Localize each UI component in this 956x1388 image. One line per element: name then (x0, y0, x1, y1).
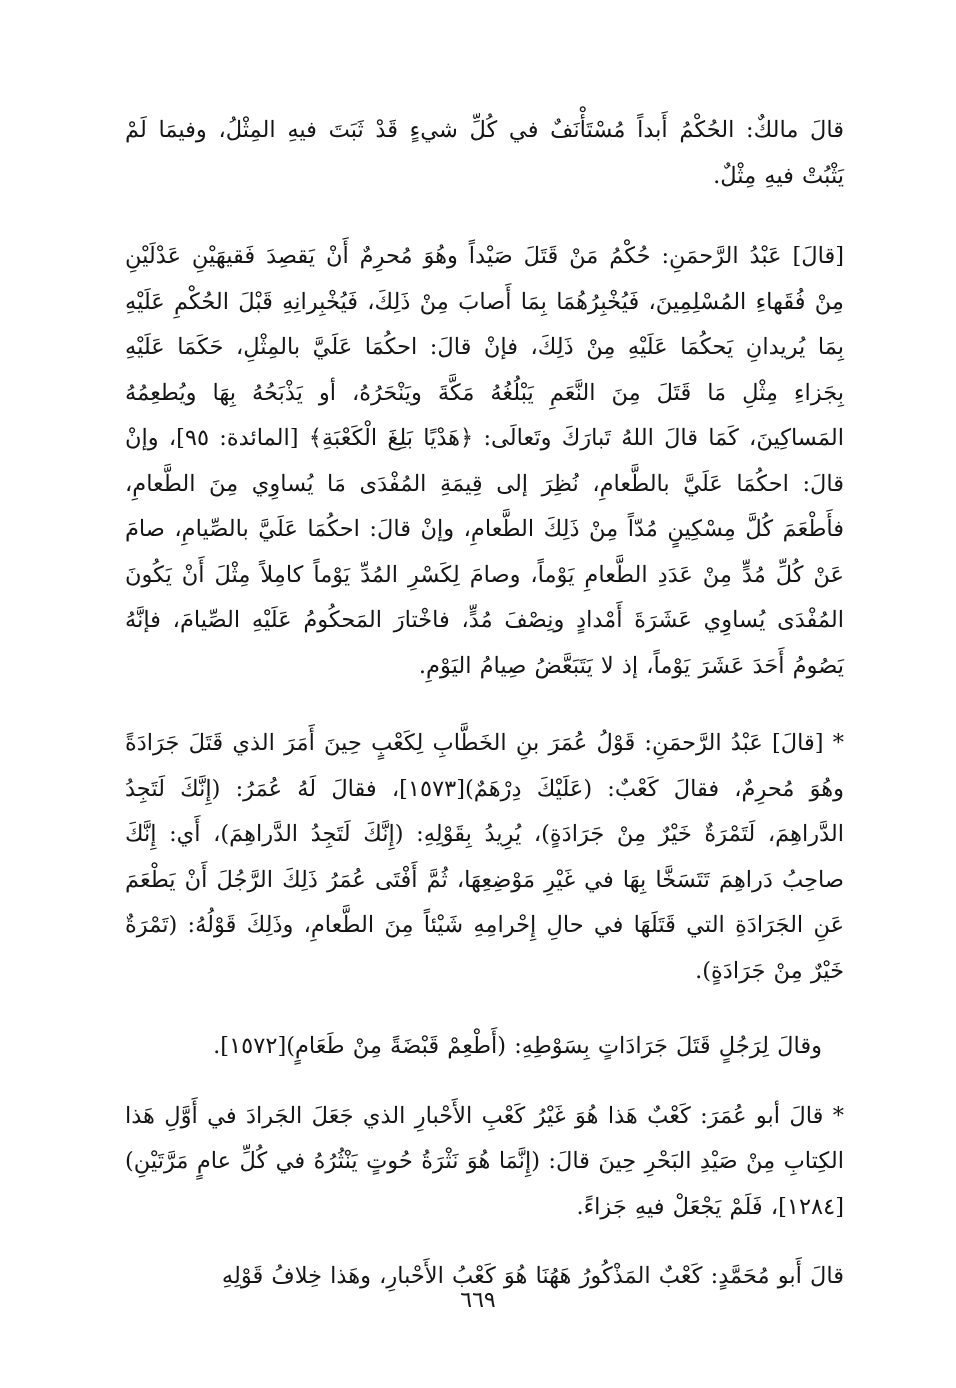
paragraph-umar-kab: * [قالَ] عَبْدُ الرَّحمَنِ: قَوْلُ عُمَرَ بنِ الخَطَّابِ لِكَعْبٍ حِينَ أَمَرَ الذي قَتَلَ جَرَادَةً وهُوَ مُحرِمٌ، فقالَ كَعْبٌ: (عَلَيْكَ دِرْهَمٌ)[١٥٧٣]، فقالَ لَهُ عُمَرُ: (إِنَّكَ لَتَجِدُ الدَّراهِمَ، لَتَمْرَةٌ خَيْرٌ مِنْ جَرَادَةٍ)، يُرِيدُ بِقَوْلِهِ: (إِنَّكَ لَتَجِدُ الدَّراهِمَ)، أَي: إِنَّكَ صاحِبُ دَراهِمَ تَتَسَخَّا بِهَا في غَيْرِ مَوْضِعِهَا، ثُمَّ أَفْتَى عُمَرُ ذَلِكَ الرَّجُلَ أَنْ يَطْعَمَ عَنِ الجَرَادَةِ التي قَتَلَهَا في حالِ إِحْرامِهِ شَيْئاً مِنَ الطَّعامِ، وذَلِكَ قَوْلُهُ: (تَمْرَةٌ خَيْرٌ مِنْ جَرَادَةٍ). (125, 730, 844, 984)
paragraph-abdurrahman-ruling: [قالَ] عَبْدُ الرَّحمَنِ: حُكْمُ مَنْ قَتَلَ صَيْداً وهُوَ مُحرِمٌ أَنْ يَقصِدَ فَقيهَيْنِ عَدْلَيْنِ مِنْ فُقَهاءِ المُسْلِمِينَ، فَيُخْبِرُهُمَا بِمَا أَصابَ مِنْ ذَلِكَ، فَيُخْبِرانِهِ قَبْلَ الحُكْمِ عَلَيْهِ بِمَا يُريدانِ يَحكُمَا عَلَيْهِ مِنْ ذَلِكَ، فإنْ قالَ: احكُمَا عَلَيَّ بالمِثْلِ، حَكَمَا عَلَيْهِ بِجَزاءِ مِثْلِ مَا قَتَلَ مِنَ النَّعَمِ يَبْلُغُهُ مَكَّةَ ويَنْحَرُهُ، أو يَذْبَحُهُ بِهَا ويُطعِمُهُ المَساكِينَ، كَمَا قالَ اللهُ تَبارَكَ وتَعالَى: ﴿هَدْيًا بَلِغَ الْكَعْبَةِ﴾ [المائدة: ٩٥]، وإنْ قالَ: احكُمَا عَلَيَّ بالطَّعامِ، نُظِرَ إلى قِيمَةِ المُفْدَى مَا يُساوِي مِنَ الطَّعامِ، فأَطْعَمَ كُلَّ مِسْكِينٍ مُدّاً مِنْ ذَلِكَ الطَّعامِ، وإنْ قالَ: احكُمَا عَلَيَّ بالصِّيامِ، صامَ عَنْ كُلِّ مُدٍّ مِنْ عَدَدِ الطَّعامِ يَوْماً، وصامَ لِكَسْرِ المُدِّ يَوْماً كامِلاً مِثْلَ أَنْ يَكُونَ المُفْدَى يُساوِي عَشَرَةَ أَمْدادٍ ونِصْفَ مُدٍّ، فاخْتارَ المَحكُومُ عَلَيْهِ الصِّيامَ، فإنَّهُ يَصُومُ أَحَدَ عَشَرَ يَوْماً، إذ لا يَتَبَعَّضُ صِيامُ اليَوْمِ. (125, 243, 844, 679)
page-number: ٦٦٩ (460, 1288, 496, 1313)
paragraph-locusts: وقالَ لِرَجُلٍ قَتَلَ جَرَادَاتٍ بِسَوْطِهِ: (أَطْعِمْ قَبْضَةً مِنْ طَعَامٍ)[١٥٧٢]. (213, 1033, 822, 1059)
paragraph-abu-umar: * قالَ أبو عُمَرَ: كَعْبٌ هَذا هُوَ غَيْرُ كَعْبِ الأَحْبارِ الذي جَعَلَ الجَرادَ في أَوَّلِ هَذا الكِتابِ مِنْ صَيْدِ البَحْرِ حِينَ قالَ: (إِنَّمَا هُوَ نَثْرَةُ حُوتٍ يَنْثُرُهُ في كُلِّ عامٍ مَرَّتَيْنِ)[١٢٨٤]، فَلَمْ يَجْعَلْ فيهِ جَزاءً. (125, 1102, 844, 1220)
paragraph-malik: قالَ مالكٌ: الحُكْمُ أَبداً مُسْتَأْنَفٌ في كُلِّ شيءٍ قَدْ ثَبَتَ فيهِ المِثْلُ، وفيمَا لَمْ يَثْبُتْ فيهِ مِثْلٌ. (125, 117, 844, 189)
paragraph-abu-muhammad: قالَ أَبو مُحَمَّدٍ: كَعْبٌ المَذْكُورُ هَهُنَا هُوَ كَعْبُ الأَحْبارِ، وهَذا خِلافُ قَوْلِهِ (221, 1263, 844, 1289)
